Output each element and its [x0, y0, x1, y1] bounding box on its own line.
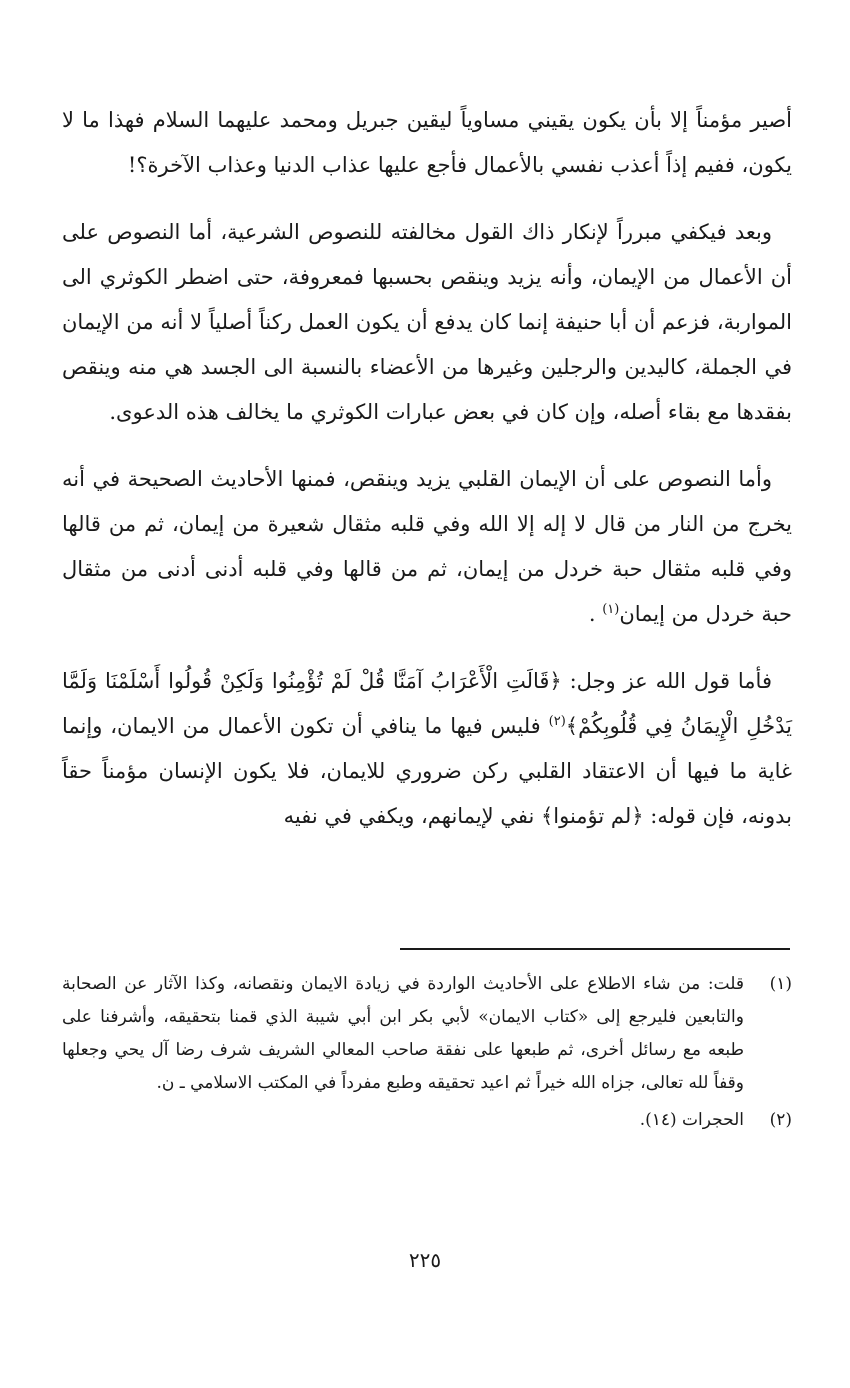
paragraph-2: [62, 210, 792, 435]
paragraph-4-tail: فليس فيها ما ينافي أن تكون الأعمال من الايمان، وإنما غاية ما فيها أن الاعتقاد القلبي ركن ضروري للايمان، فلا يكون الإنسان مؤمناً حقاً بدونه، فإن قوله: ﴿لم تؤمنوا﴾ نفي لإيمانهم، ويكفي في نفيه: [62, 714, 792, 828]
footnote-2-marker: (٢): [769, 1110, 792, 1130]
paragraph-2-text: وبعد فيكفي مبرراً لإنكار ذاك القول مخالفته للنصوص الشرعية، أما النصوص على أن الأعمال من الإيمان، وأنه يزيد وينقص بحسبها فمعروفة، حتى اضطر الكوثري الى المواربة، فزعم أن أبا حنيفة إنما كان يدفع أن يكون العمل ركناً أصلياً لا أنه من الإيمان في الجملة، كاليدين والرجلين وغيرها من الأعضاء بالنسبة الى الجسد هي منه وينقص بفقدها مع بقاء أصله، وإن كان في بعض عبارات الكوثري ما يخالف هذه الدعوى.: [62, 220, 792, 424]
footnote-ref-1[interactable]: (١): [602, 602, 620, 617]
footnote-divider: [400, 948, 790, 950]
footnotes-section: [62, 968, 792, 1141]
footnote-ref-2[interactable]: (٢): [548, 714, 566, 729]
footnote-1-marker: (١): [769, 974, 792, 994]
main-text: [62, 98, 792, 861]
footnote-1: [62, 968, 792, 1100]
paragraph-1-text: أصير مؤمناً إلا بأن يكون يقيني مساوياً ليقين جبريل ومحمد عليهما السلام فهذا ما لا يكون، ففيم إذاً أعذب نفسي بالأعمال فأجع عليها عذاب الدنيا وعذاب الآخرة؟!: [62, 108, 792, 177]
footnote-2-text: الحجرات (١٤).: [639, 1110, 744, 1130]
footnote-1-text: قلت: من شاء الاطلاع على الأحاديث الواردة في زيادة الايمان ونقصانه، وكذا الآثار عن الصحابة والتابعين فليرجع إلى «كتاب الايمان» لأبي بكر ابن أبي شيبة الذي قمنا بتحقيقه، وأشرفنا على طبعه مع رسائل أخرى، ثم طبعها على نفقة صاحب المعالي الشريف شرف رضا آل يحي وجعلها وقفاً لله تعالى، جزاه الله خيراً ثم اعيد تحقيقه وطبع مفرداً في المكتب الاسلامي ـ ن.: [62, 974, 744, 1093]
page-number: ٢٢٥: [408, 1248, 442, 1272]
paragraph-3-text: وأما النصوص على أن الإيمان القلبي يزيد وينقص، فمنها الأحاديث الصحيحة في أنه يخرج من النار من قال لا إله إلا الله وفي قلبه مثقال شعيرة من إيمان، ثم من قالها وفي قلبه مثقال حبة خردل من إيمان، ثم من قالها وفي قلبه أدنى أدنى من مثقال حبة خردل من إيمان: [62, 467, 792, 626]
paragraph-4: [62, 659, 792, 839]
paragraph-1: [62, 98, 792, 188]
paragraph-3: [62, 457, 792, 637]
paragraph-4-text: فأما قول الله عز وجل: ﴿قَالَتِ الْأَعْرَابُ آمَنَّا قُلْ لَمْ تُؤْمِنُوا وَلَكِنْ قُولُوا أَسْلَمْنَا وَلَمَّا يَدْخُلِ الْإِيمَانُ فِي قُلُوبِكُمْ﴾: [62, 669, 793, 738]
paragraph-3-tail: .: [588, 602, 603, 626]
footnote-2: [62, 1104, 792, 1137]
